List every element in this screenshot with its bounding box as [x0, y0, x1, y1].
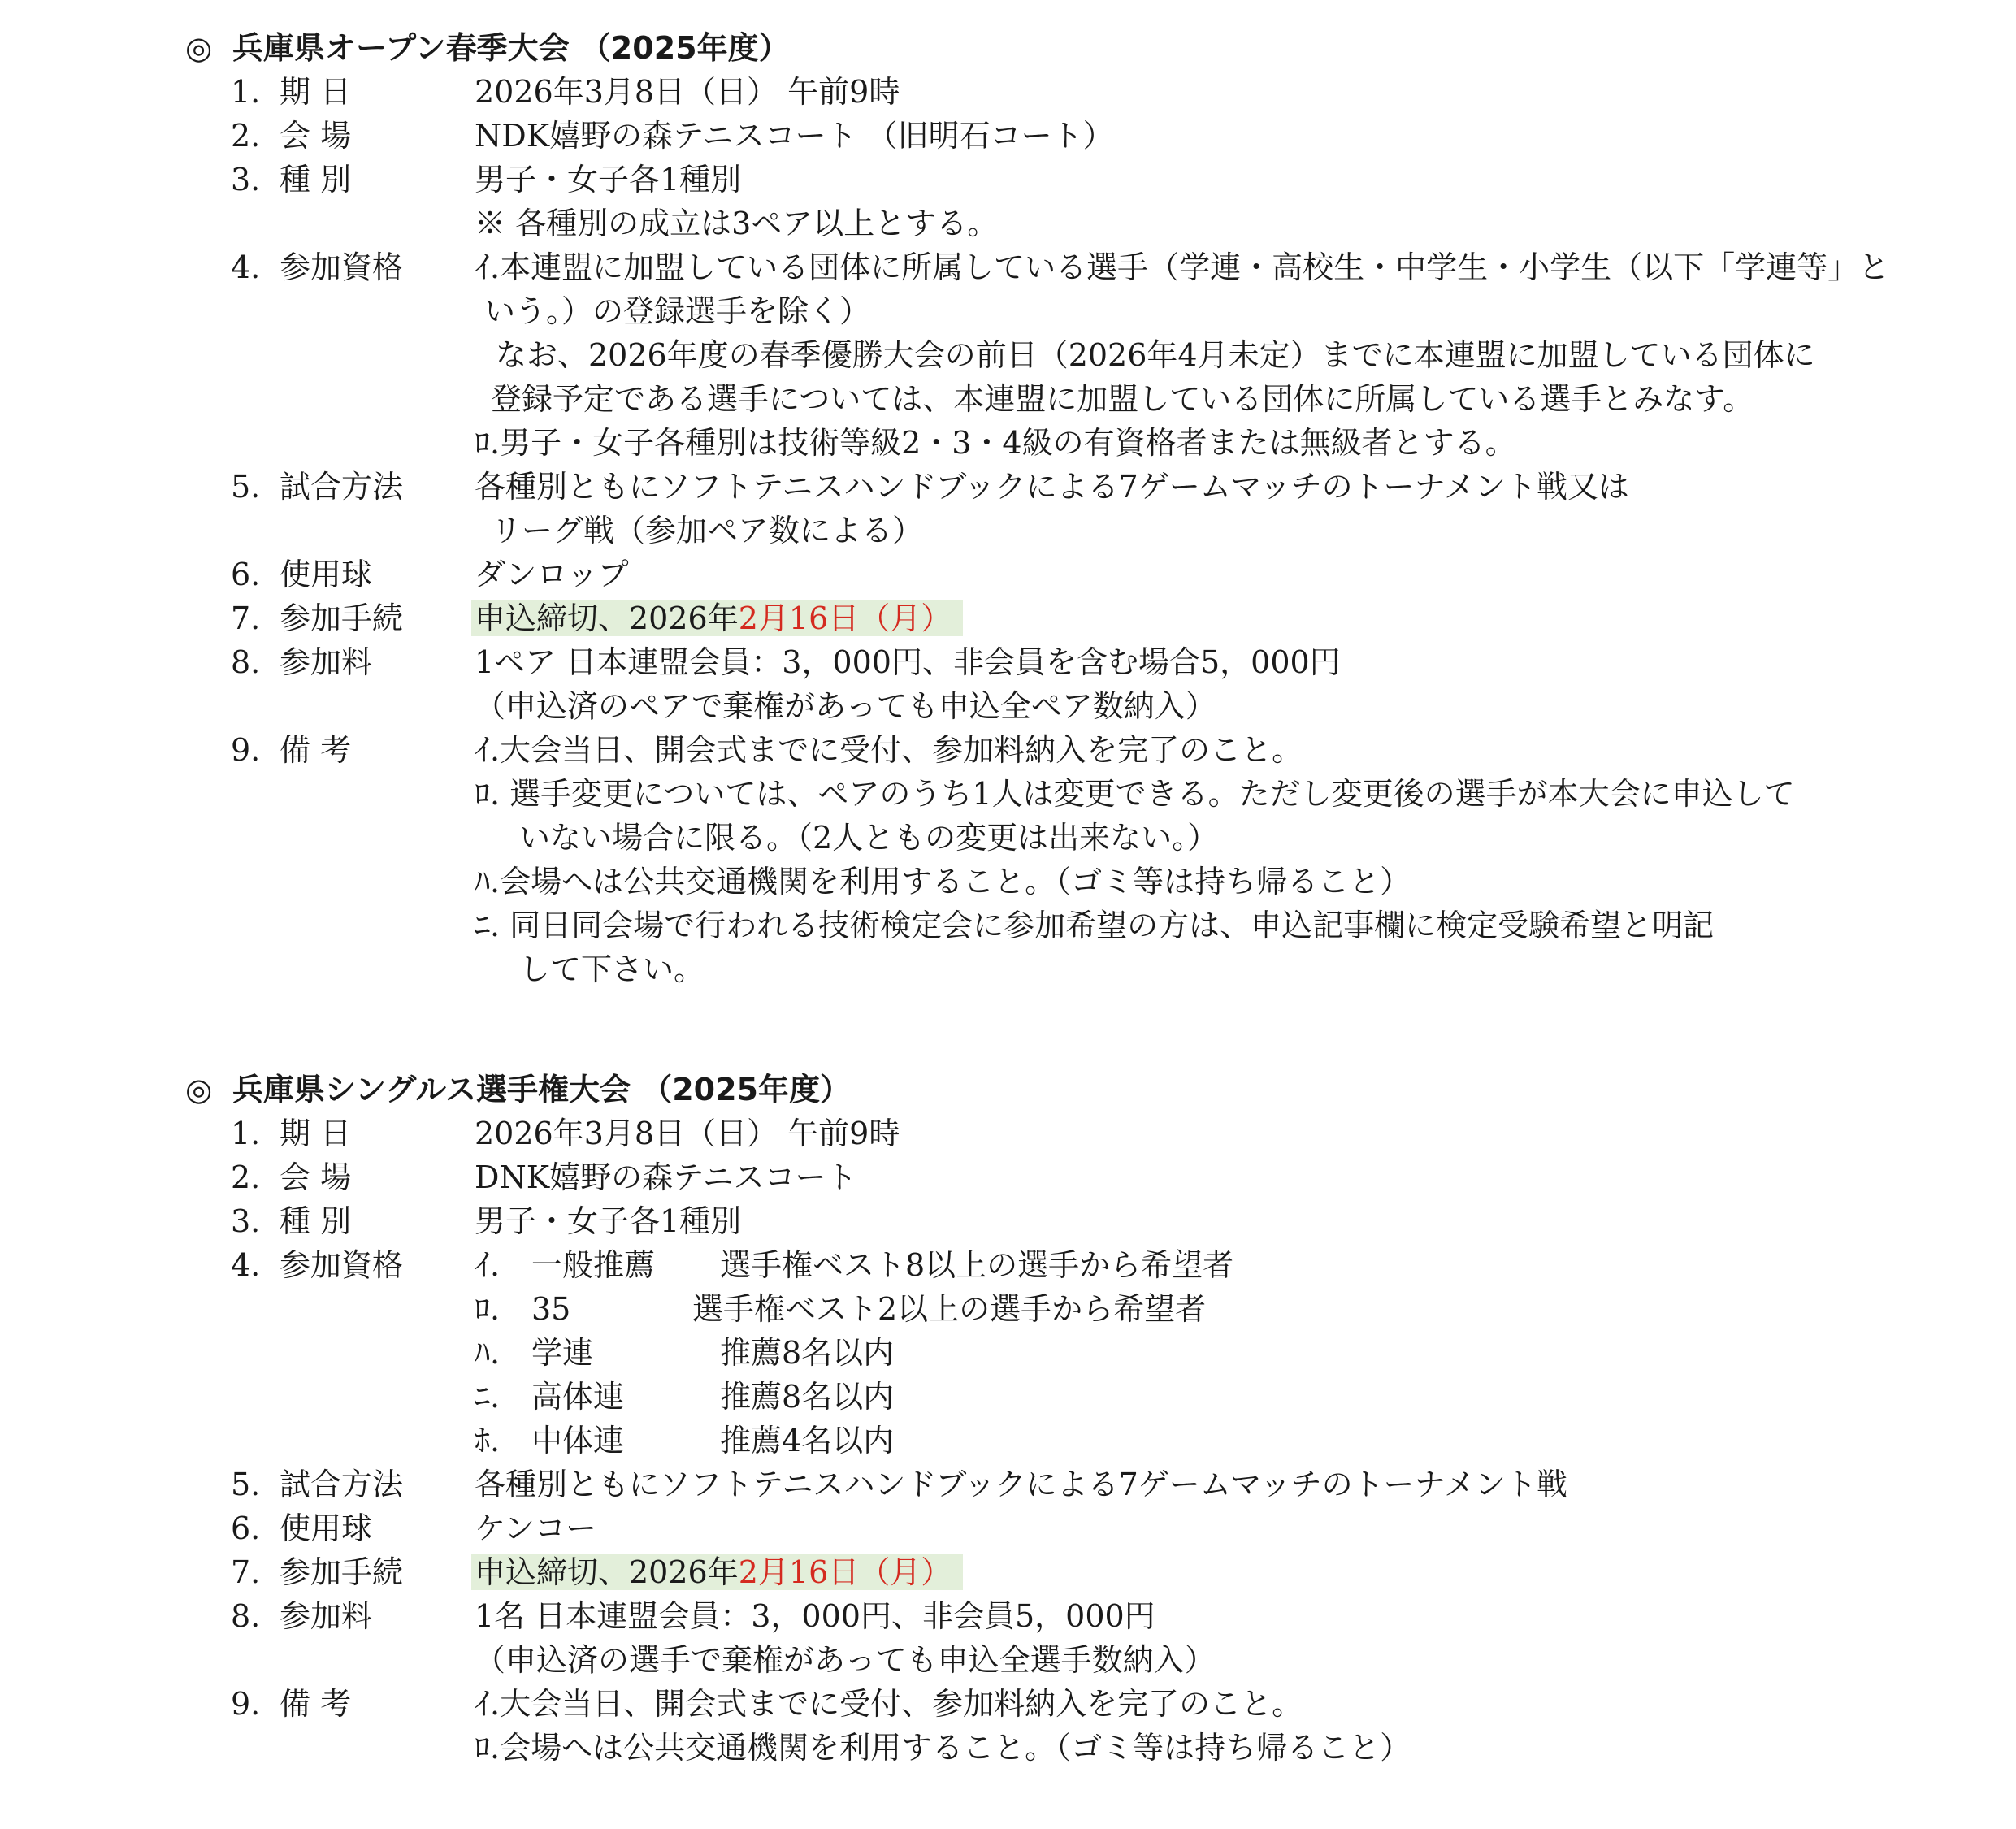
item-ball: [0, 1506, 2016, 1550]
subitem-key: ｲ.: [475, 1247, 501, 1283]
item-label: 種 別: [280, 162, 352, 197]
deadline-prefix: 申込締切、2026年: [475, 600, 739, 636]
item-label: 期 日: [280, 74, 352, 110]
item-eligibility: [0, 245, 2016, 465]
item-number: 8.: [231, 1598, 261, 1634]
item-date: [0, 1112, 2016, 1155]
item-value: ﾊ.会場へは公共交通機関を利用すること。（ゴミ等は持ち帰ること）: [475, 864, 1411, 899]
item-value: ｲ.大会当日、開会式までに受付、参加料納入を完了のこと。: [475, 1686, 1303, 1722]
deadline-date: 2月16日（月）: [738, 600, 952, 636]
item-number: 9.: [231, 1686, 261, 1722]
subitem-desc: 推薦8名以内: [720, 1335, 895, 1371]
item-label: 備 考: [280, 732, 352, 768]
item-label: 参加資格: [280, 1247, 404, 1283]
item-match-format: [0, 465, 2016, 553]
item-label: 会 場: [280, 118, 352, 154]
subitem-key: ﾛ.: [475, 1291, 501, 1327]
subitem-key: ﾊ.: [475, 1335, 501, 1371]
item-entry-procedure: [0, 596, 2016, 640]
item-number: 1.: [231, 74, 261, 110]
item-label: 試合方法: [280, 469, 404, 505]
item-note: （申込済の選手で棄権があっても申込全選手数納入）: [475, 1642, 1216, 1678]
deadline-date: 2月16日（月）: [738, 1554, 952, 1590]
item-label: 試合方法: [280, 1467, 404, 1502]
item-number: 5.: [231, 1467, 261, 1502]
subitem-key: ﾎ.: [475, 1423, 501, 1458]
item-number: 3.: [231, 1203, 261, 1239]
item-value: 各種別ともにソフトテニスハンドブックによる7ゲームマッチのトーナメント戦: [475, 1467, 1568, 1502]
eligibility-subitem: [475, 1287, 2016, 1331]
eligibility-subitem: [475, 1419, 2016, 1463]
item-number: 6.: [231, 557, 261, 592]
item-label: 参加資格: [280, 249, 404, 285]
item-venue: [0, 1155, 2016, 1199]
item-entry-procedure: [0, 1550, 2016, 1594]
item-value: 1ペア 日本連盟会員：3，000円、非会員を含む場合5，000円: [475, 644, 1341, 680]
item-category: [0, 158, 2016, 245]
item-note: （申込済のペアで棄権があっても申込全ペア数納入）: [475, 688, 1216, 724]
subitem-name: 35: [531, 1291, 571, 1327]
item-number: 2.: [231, 118, 261, 154]
item-value: いない場合に限る。（2人ともの変更は出来ない。）: [519, 820, 1219, 856]
item-value: ｲ.本連盟に加盟している団体に所属している選手（学連・高校生・中学生・小学生（以下「学連等」と: [475, 249, 1890, 285]
item-remarks: [0, 1682, 2016, 1770]
item-label: 参加料: [280, 644, 373, 680]
item-value: DNK嬉野の森テニスコート: [475, 1159, 857, 1195]
item-label: 参加手続: [280, 600, 404, 636]
double-circle-icon: ◎: [185, 1072, 213, 1107]
subitem-desc: 選手権ベスト8以上の選手から希望者: [720, 1247, 1234, 1283]
section-title-text: 兵庫県オープン春季大会 （2025年度）: [232, 30, 790, 66]
item-venue: [0, 114, 2016, 158]
item-number: 1.: [231, 1116, 261, 1151]
item-ball: [0, 553, 2016, 596]
subitem-key: ﾆ.: [475, 1379, 501, 1415]
item-note: ※ 各種別の成立は3ペア以上とする。: [475, 206, 999, 241]
section-title: [185, 1068, 851, 1112]
item-number: 9.: [231, 732, 261, 768]
item-label: 会 場: [280, 1159, 352, 1195]
subitem-name: 学連: [531, 1335, 594, 1371]
item-value: ﾆ. 同日同会場で行われる技術検定会に参加希望の方は、申込記事欄に検定受験希望と明記: [475, 908, 1715, 943]
item-number: 2.: [231, 1159, 261, 1195]
item-value: ﾛ.男子・女子各種別は技術等級2・3・4級の有資格者または無級者とする。: [475, 425, 1516, 461]
item-label: 使用球: [280, 1510, 373, 1546]
item-number: 4.: [231, 1247, 261, 1283]
double-circle-icon: ◎: [185, 30, 213, 66]
item-number: 6.: [231, 1510, 261, 1546]
item-entry-fee: [0, 1594, 2016, 1682]
section-title-text: 兵庫県シングルス選手権大会 （2025年度）: [232, 1072, 852, 1107]
section-title: [185, 26, 790, 70]
item-number: 4.: [231, 249, 261, 285]
item-label: 参加料: [280, 1598, 373, 1634]
item-value: リーグ戦（参加ペア数による）: [491, 513, 924, 548]
item-number: 3.: [231, 162, 261, 197]
item-label: 期 日: [280, 1116, 352, 1151]
item-date: [0, 70, 2016, 114]
item-remarks: [0, 728, 2016, 991]
item-value: ﾛ. 選手変更については、ペアのうち1人は変更できる。ただし変更後の選手が本大会に申込して: [475, 776, 1795, 812]
subitem-desc: 推薦8名以内: [720, 1379, 895, 1415]
item-number: 7.: [231, 1554, 261, 1590]
item-label: 参加手続: [280, 1554, 404, 1590]
item-number: 7.: [231, 600, 261, 636]
item-value: いう。）の登録選手を除く）: [484, 293, 871, 329]
item-category: [0, 1199, 2016, 1243]
item-label: 使用球: [280, 557, 373, 592]
item-label: 種 別: [280, 1203, 352, 1239]
item-value: なお、2026年度の春季優勝大会の前日（2026年4月未定）までに本連盟に加盟している団体に: [496, 337, 1815, 373]
item-value: 1名 日本連盟会員：3，000円、非会員5，000円: [475, 1598, 1155, 1634]
deadline-prefix: 申込締切、2026年: [475, 1554, 739, 1590]
subitem-name: 一般推薦: [531, 1247, 656, 1283]
item-value: ｲ.大会当日、開会式までに受付、参加料納入を完了のこと。: [475, 732, 1303, 768]
item-value: 2026年3月8日（日） 午前9時: [475, 1116, 900, 1151]
subitem-desc: 推薦4名以内: [720, 1423, 895, 1458]
item-value: ダンロップ: [475, 557, 629, 592]
item-value: 男子・女子各1種別: [475, 1203, 742, 1239]
item-match-format: [0, 1463, 2016, 1506]
item-value: 各種別ともにソフトテニスハンドブックによる7ゲームマッチのトーナメント戦又は: [475, 469, 1630, 505]
eligibility-subitem: [475, 1243, 2016, 1287]
item-value: 登録予定である選手については、本連盟に加盟している団体に所属している選手とみなす。: [491, 381, 1754, 417]
item-value: NDK嬉野の森テニスコート （旧明石コート）: [475, 118, 1114, 154]
item-value: ケンコー: [475, 1510, 597, 1546]
item-value: 男子・女子各1種別: [475, 162, 742, 197]
eligibility-subitem: [475, 1331, 2016, 1375]
eligibility-subitem: [475, 1375, 2016, 1419]
subitem-name: 中体連: [531, 1423, 625, 1458]
deadline-highlight: [471, 600, 963, 636]
item-value: して下さい。: [519, 951, 705, 987]
item-entry-fee: [0, 640, 2016, 728]
item-value: 2026年3月8日（日） 午前9時: [475, 74, 900, 110]
item-number: 5.: [231, 469, 261, 505]
subitem-name: 高体連: [531, 1379, 625, 1415]
item-number: 8.: [231, 644, 261, 680]
subitem-desc: 選手権ベスト2以上の選手から希望者: [692, 1291, 1207, 1327]
item-label: 備 考: [280, 1686, 352, 1722]
item-eligibility: [0, 1243, 2016, 1463]
item-value: ﾛ.会場へは公共交通機関を利用すること。（ゴミ等は持ち帰ること）: [475, 1730, 1411, 1766]
deadline-highlight: [471, 1554, 963, 1590]
